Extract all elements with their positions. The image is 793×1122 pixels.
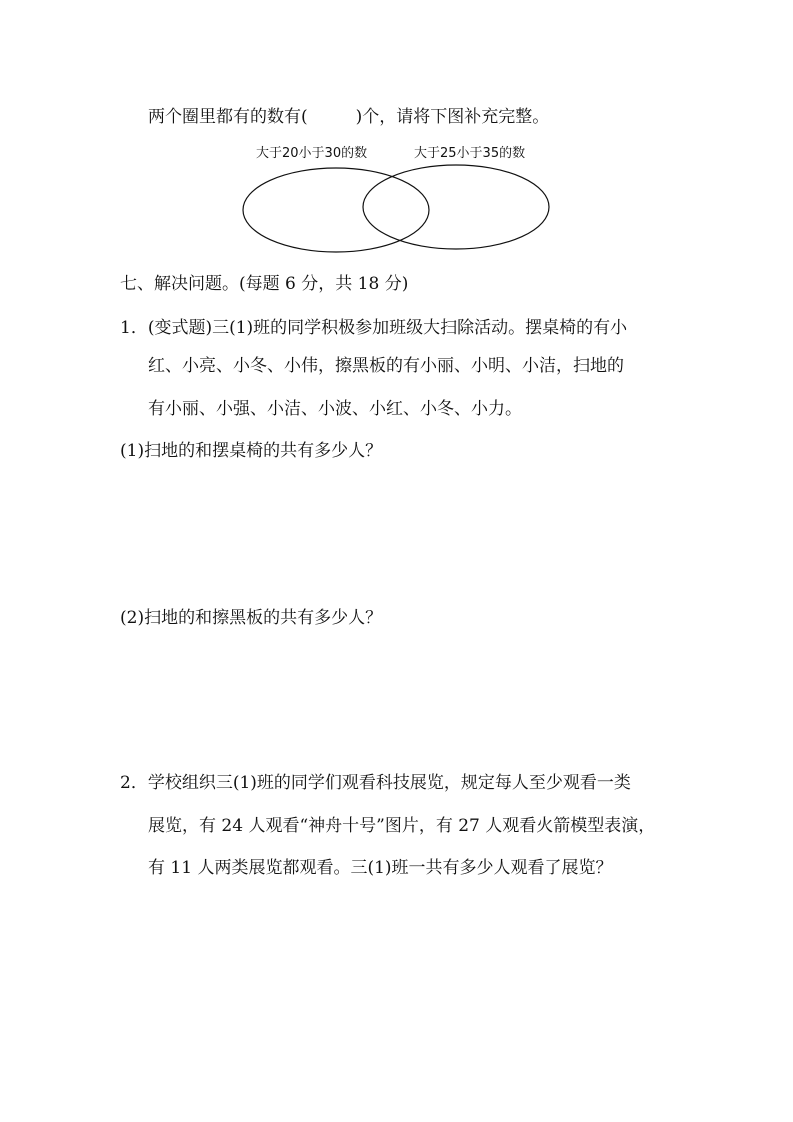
problem1-question1: (1)扫地的和摆桌椅的共有多少人？ (120, 441, 383, 461)
section-seven-heading: 七、解决问题。(每题 6 分，共 18 分) (120, 274, 409, 294)
problem2-text-line1: 学校组织三(1)班的同学们观看科技展览，规定每人至少观看一类 (147, 773, 631, 793)
venn-right-label: 大于25小于35的数 (414, 146, 526, 161)
problem2-line3: 有 11 人两类展览都观看。三(1)班一共有多少人观看了展览？ (148, 858, 613, 878)
problem1-line3: 有小丽、小强、小洁、小波、小红、小冬、小力。 (148, 399, 522, 419)
venn-left-label: 大于20小于30的数 (256, 146, 368, 161)
problem2-number: 2． (120, 773, 148, 793)
problem2-line1 (120, 771, 631, 795)
problem1-number: 1． (120, 318, 148, 338)
problem1-line2: 红、小亮、小冬、小伟，擦黑板的有小丽、小明、小洁，扫地的 (148, 356, 624, 376)
fill-blank-sentence (148, 105, 549, 129)
problem1-line1 (120, 316, 627, 340)
venn-left-circle[interactable] (243, 168, 429, 252)
fill-blank-prefix: 两个圈里都有的数有( (148, 107, 308, 127)
problem1-question2: (2)扫地的和擦黑板的共有多少人？ (120, 608, 383, 628)
problem2-line2: 展览，有 24 人观看“神舟十号”图片，有 27 人观看火箭模型表演， (148, 816, 656, 836)
venn-diagram[interactable] (236, 164, 556, 260)
venn-right-circle[interactable] (363, 165, 549, 249)
fill-blank-suffix: )个，请将下图补充完整。 (355, 107, 550, 127)
problem1-text-line1: (变式题)三(1)班的同学积极参加班级大扫除活动。摆桌椅的有小 (147, 318, 628, 338)
